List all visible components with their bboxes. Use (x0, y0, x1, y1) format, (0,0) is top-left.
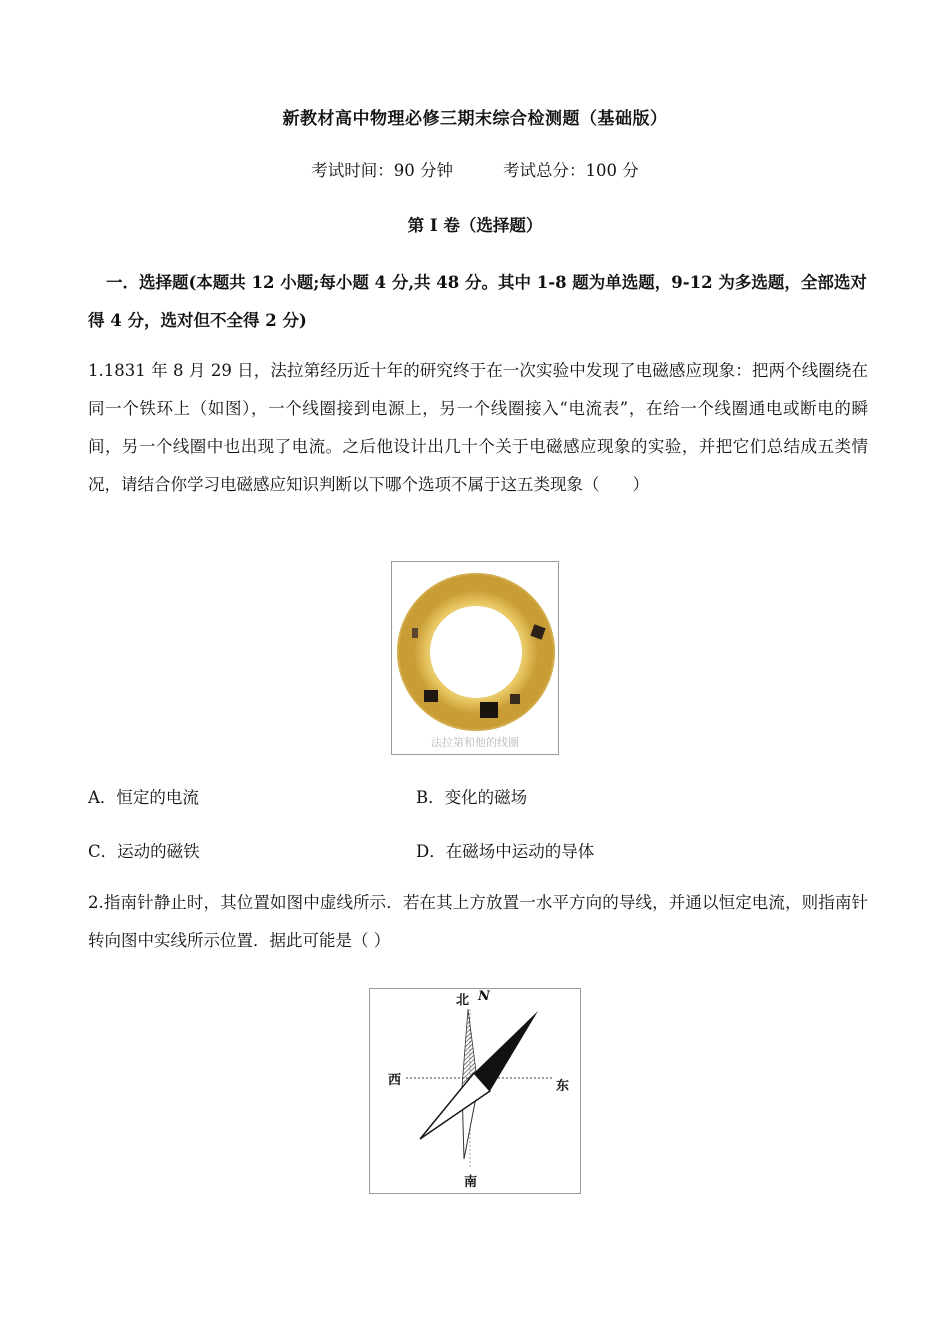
section-heading-text: 一．选择题(本题共 12 小题;每小题 4 分,共 48 分。其中 1-8 题为单选题，9-12 为多选题，全部选对得 4 分，选对但不全得 2 分) (88, 273, 867, 330)
option-d: D．在磁场中运动的导体 (416, 842, 595, 861)
volume-heading: 第 I 卷（选择题） (407, 216, 543, 235)
question-2-text: 2.指南针静止时，其位置如图中虚线所示．若在其上方放置一水平方向的导线，并通以恒定电流，则指南针转向图中实线所示位置．据此可能是（ ） (88, 893, 868, 950)
exam-score: 考试总分：100 分 (503, 161, 639, 180)
option-c: C．运动的磁铁 (88, 842, 200, 861)
option-a: A．恒定的电流 (88, 788, 199, 807)
compass-north-letter: N (478, 989, 490, 1004)
iron-ring-image (392, 562, 558, 754)
compass-west-label: 西 (388, 1073, 402, 1088)
exam-title: 新教材高中物理必修三期末综合检测题（基础版） (282, 109, 668, 129)
section-heading (88, 264, 868, 340)
figure-caption: 法拉第和他的线圈 (431, 736, 519, 749)
compass-south-label: 南 (464, 1175, 478, 1190)
compass-figure (369, 988, 581, 1194)
compass-north-label: 北 (456, 993, 470, 1008)
question-1-text: 1.1831 年 8 月 29 日，法拉第经历近十年的研究终于在一次实验中发现了电磁感应现象：把两个线圈绕在同一个铁环上（如图），一个线圈接到电源上，另一个线圈接入“电流表”，在给一个线圈通电或断电的瞬间，另一个线圈中也出现了电流。之后他设计出几十个关于电磁感应现象的实验，并把它们总结成五类情况，请结合你学习电磁感应知识判断以下哪个选项不属于这五类现象（ ） (88, 361, 868, 494)
option-b: B．变化的磁场 (416, 788, 528, 807)
exam-meta (0, 157, 950, 181)
compass-east-label: 东 (556, 1079, 570, 1094)
exam-time: 考试时间：90 分钟 (311, 161, 453, 180)
faraday-ring-figure (391, 561, 559, 755)
compass-diagram (370, 989, 580, 1193)
